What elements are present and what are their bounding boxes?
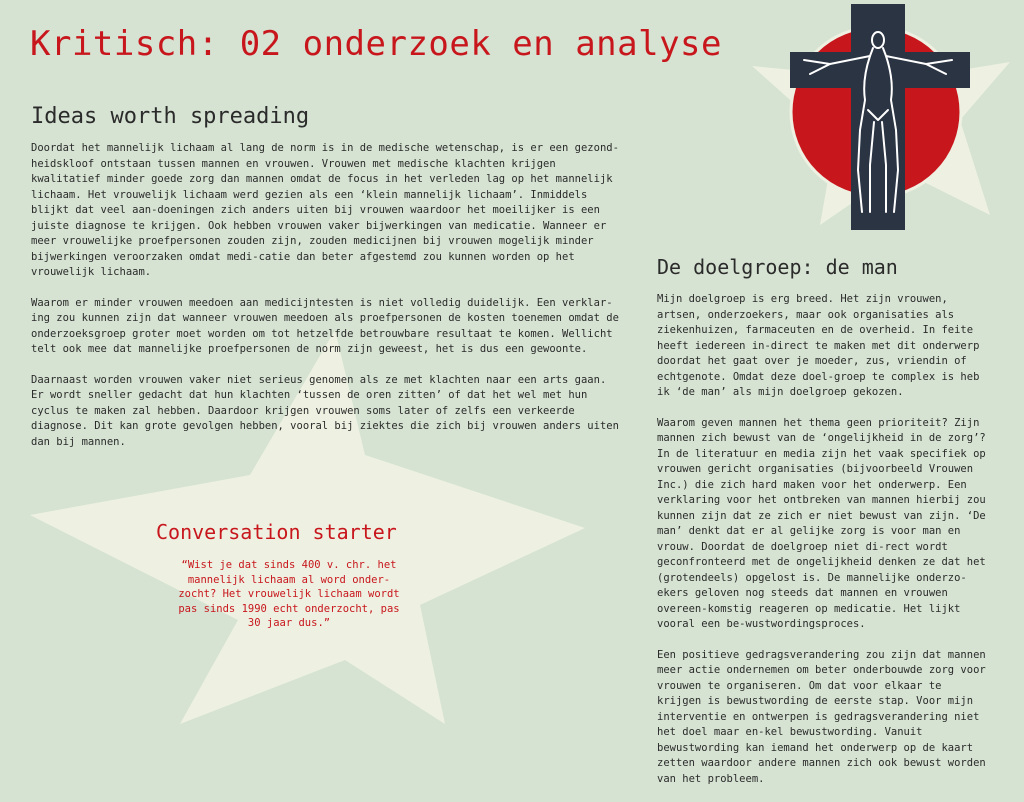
paragraph: Doordat het mannelijk lichaam al lang de norm is in de medische wetenschap, is er een gezond-heidskloof ontstaan tussen mannen en vrouwen. Vrouwen met medische klachten krijgen kwalitatief minder goede zorg dan mannen omdat de focus in het verleden lag op het mannelijk lichaam. Het vrouwelijk lichaam werd gezien als een ‘klein mannelijk lichaam’. Inmiddels blijkt dat veel aan-doeningen zich anders uiten bij vrouwen waardoor het moeilijker is een juiste diagnose te krijgen. Ook hebben vrouwen vaker bijwerkingen van medicatie. Wanneer er meer vrouwelijke proefpersonen zouden zijn, zouden medicijnen bij vrouwen mogelijk minder bijwerkingen veroorzaken omdat medi-catie dan beter afgestemd zou kunnen worden op het vrouwelijk lichaam. — [31, 142, 619, 278]
paragraph: Waarom geven mannen het thema geen prioriteit? Zijn mannen zich bewust van de ‘ongelijkheid in de zorg’? In de literatuur en media zijn het vaak specifiek op vrouwen gericht organisaties (bijvoorbeeld Vrouwen Inc.) die zich hard maken voor het onderwerp. Een verklaring voor het ontbreken van mannen hierbij zou kunnen zijn dat ze zich er niet bewust van zijn. ‘De man’ denkt dat er al gelijke zorg is voor man en vrouw. Doordat de doelgroep niet di-rect wordt geconfronteerd met de ongelijkheid denken ze dat het (grotendeels) opgelost is. De mannelijke onderzo-ekers geloven nog steeds dat mannen en vrouwen overeen-komstig reageren op medicatie. Het lijkt vooral een be-wustwordingsproces. — [657, 416, 986, 630]
right-column-text — [657, 292, 987, 802]
cross-with-figure-icon — [770, 0, 1010, 240]
paragraph: Mijn doelgroep is erg breed. Het zijn vrouwen, artsen, onderzoekers, maar ook organisaties als ziekenhuizen, farmaceuten en de overheid. In feite heeft iedereen in-direct te maken met dit onderwerp doordat het gaat over je moeder, zus, vriendin of echtgenote. Omdat deze doel-groep te complex is heb ik ‘de man’ als mijn doelgroep gekozen. — [657, 293, 980, 398]
paragraph: Een positieve gedragsverandering zou zijn dat mannen meer actie ondernemen om beter onderbouwde zorg voor vrouwen te organiseren. Om dat voor elkaar te krijgen is bewustwording de eerste stap. Voor mijn interventie en ontwerpen is gedragsverandering niet het doel maar en-kel bewustwording. Vanuit bewustwording kan iemand het onderwerp op de kaart zetten waardoor andere mannen zich ook bewust worden van het probleem. — [657, 648, 986, 785]
page-title: Kritisch: 02 onderzoek en analyse — [30, 24, 723, 64]
conversation-starter-quote: “Wist je dat sinds 400 v. chr. het mannelijk lichaam al word onder-zocht? Het vrouwelijk lichaam wordt pas sinds 1990 echt onderzocht, pas 30 jaar dus.” — [178, 559, 400, 629]
target-group-title: De doelgroep: de man — [657, 255, 898, 279]
left-column-text — [31, 141, 621, 465]
paragraph: Waarom er minder vrouwen meedoen aan medicijntesten is niet volledig duidelijk. Een verklar-ing zou kunnen zijn dat wanneer vrouwen meedoen als proefpersonen de kosten toenemen omdat de onderzoeksgroep groter moet worden om tot hetzelfde betrouwbare resultaat te komen. Wellicht telt ook mee dat mannelijke proefpersonen de norm zijn geweest, het is dus een gewoonte. — [31, 296, 619, 355]
section-subtitle: Ideas worth spreading — [31, 104, 310, 129]
paragraph: Daarnaast worden vrouwen vaker niet serieus genomen als ze met klachten naar een arts gaan. Er wordt sneller gedacht dat hun klachten ‘tussen de oren zitten’ of dat het wel met hun cyclus te maken zal hebben. Daardoor krijgen vrouwen soms later of zelfs een verkeerde diagnose. Dit kan grote gevolgen hebben, vooral bij ziektes die zich bij vrouwen anders uiten dan bij mannen. — [31, 373, 619, 448]
conversation-starter-title: Conversation starter — [156, 520, 397, 544]
